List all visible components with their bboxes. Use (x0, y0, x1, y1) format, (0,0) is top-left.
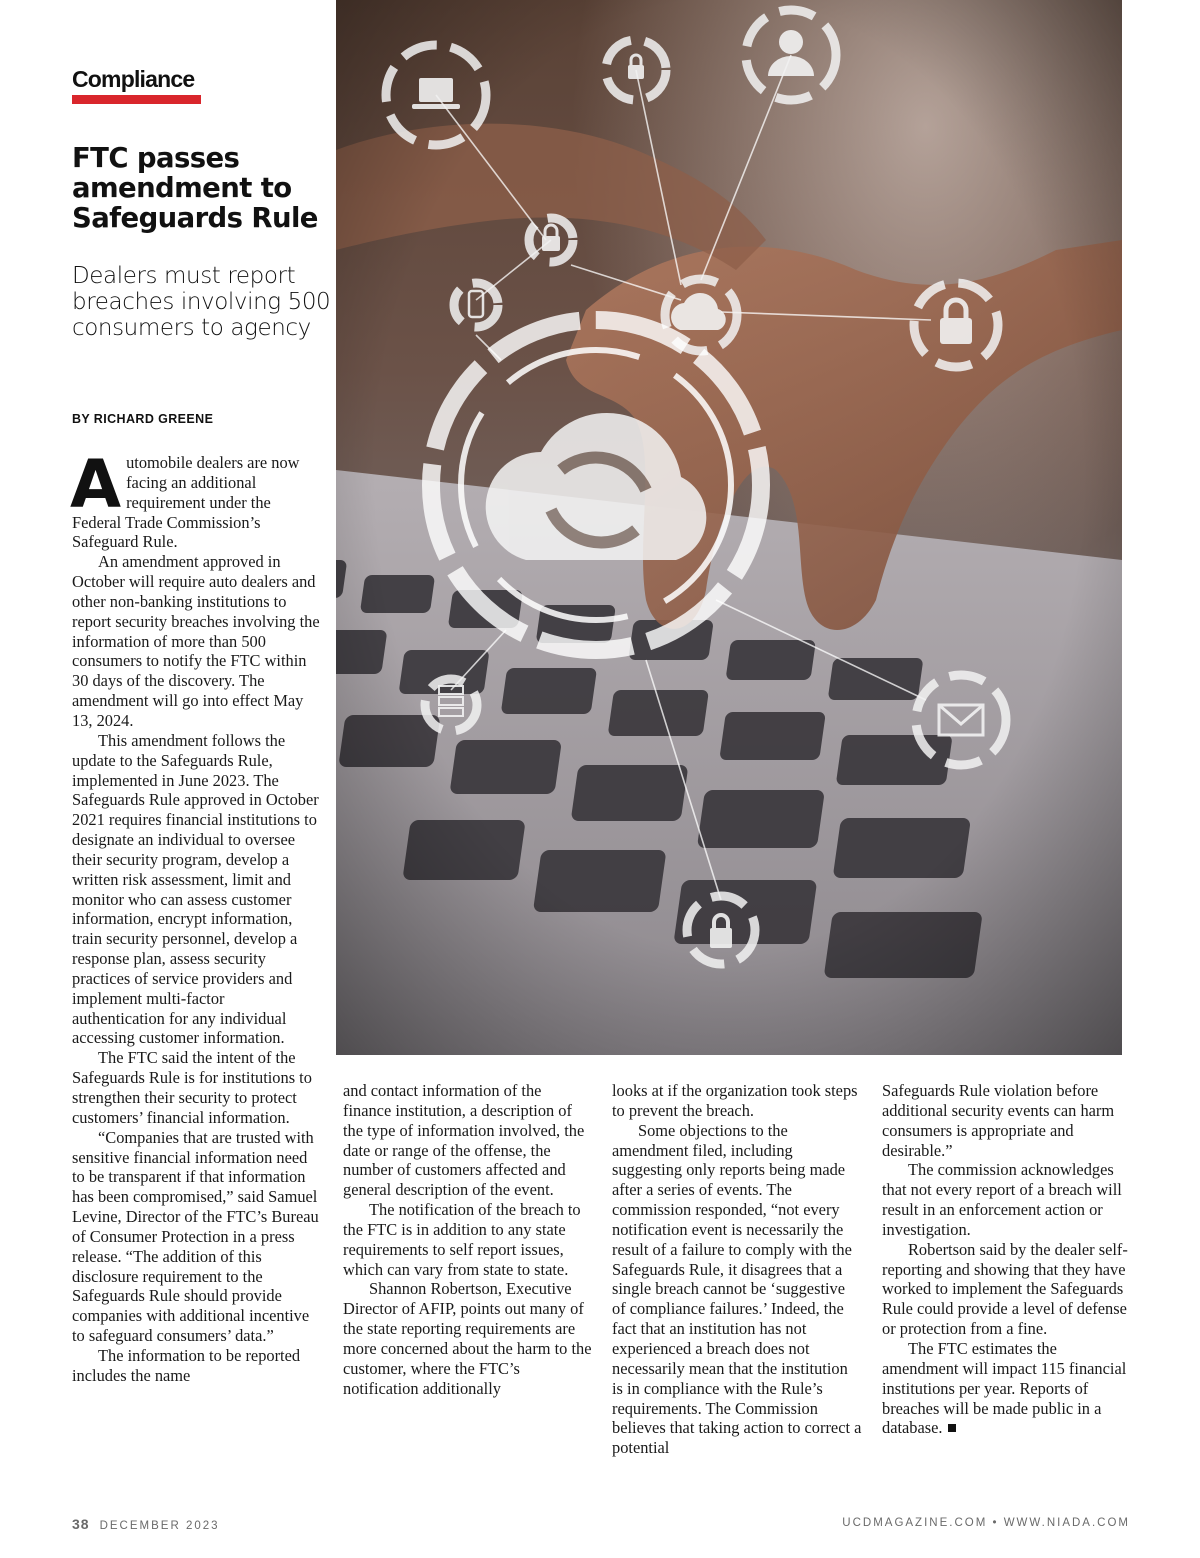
paragraph: looks at if the organization took steps to prevent the breach. (612, 1081, 858, 1120)
body-column-4 (882, 1081, 1132, 1438)
footer-left (72, 1516, 220, 1532)
page-number: 38 (72, 1516, 90, 1532)
paragraph: and contact information of the finance institution, a description of the type of information involved, the date or range of the offense, the number of customers affected and general description of the event. (343, 1081, 585, 1200)
paragraph: This amendment follows the update to the Safeguards Rule, implemented in June 2023. The Safeguards Rule approved in October 2021 requires financial institutions to designate an individual to oversee their security program, develop a written risk assessment, limit and monitor who can assess customer information, encrypt information, train security personnel, develop a response plan, assess security practices of service providers and implement multi-factor authentication for any individual accessing customer information. (72, 730, 319, 1048)
paragraph: The commission acknowledges that not every report of a breach will result in an enforcement action or investigation. (882, 1160, 1122, 1239)
paragraph: Shannon Robertson, Executive Director of AFIP, points out many of the state reporting requirements are more concerned about the harm to the customer, where the FTC’s notification additionally (343, 1279, 592, 1398)
paragraph: An amendment approved in October will require auto dealers and other non-banking institutions to report security breaches involving the information of more than 500 consumers to notify the FTC within 30 days of the discovery. The amendment will go into effect May 13, 2024. (72, 552, 320, 730)
section-label: Compliance (72, 66, 195, 92)
end-mark (948, 1424, 956, 1432)
paragraph: The notification of the breach to the FTC is in addition to any state requirements to self report issues, which can vary from state to state. (343, 1200, 581, 1279)
paragraph: Some objections to the amendment filed, including suggesting only reports being made after a series of events. The commission responded, “not every notification event is necessarily the result of a failure to comply with the Safeguards Rule, it disagrees that a single breach cannot be ‘suggestive of compliance failures.’ Indeed, the fact that an institution has not experienced a breach does not necessarily mean that the institution is in compliance with the Rule’s requirements. The Commission believes that taking action to correct a potential (612, 1120, 862, 1458)
section-accent-bar (72, 95, 201, 104)
byline: BY RICHARD GREENE (72, 412, 214, 426)
drop-cap: A (70, 446, 122, 523)
paragraph: The information to be reported includes the name (72, 1345, 301, 1385)
paragraph: The FTC said the intent of the Safeguards Rule is for institutions to strengthen their security to protect customers’ financial information. (72, 1048, 312, 1127)
body-column-3 (612, 1081, 862, 1458)
paragraph: The FTC estimates the amendment will impact 115 financial institutions per year. Reports of breaches will be made public in a database. (882, 1338, 1127, 1438)
subhead: Dealers must report breaches involving 500 consumers to agency (72, 263, 331, 341)
body-column-2 (343, 1081, 593, 1399)
paragraph: Safeguards Rule violation before additional security events can harm consumers is appropriate and desirable.” (882, 1081, 1115, 1160)
laptop-icon (412, 78, 460, 109)
body-column-1 (70, 446, 320, 1386)
headline: FTC passes amendment to Safeguards Rule (72, 142, 318, 234)
paragraph: “Companies that are trusted with sensitive financial information need to be transparent if that information has been compromised,” said Samuel Levine, Director of the FTC’s Bureau of Consumer Protection in a press release. “The addition of this disclosure requirement to the Safeguards Rule should provide companies with additional incentive to safeguard consumers’ data.” (72, 1127, 319, 1346)
paragraph: utomobile dealers are now facing an additional requirement under the Federal Trade Commission’s Safeguard Rule. (72, 453, 300, 552)
hero-image (336, 0, 1122, 1055)
paragraph: Robertson said by the dealer self-reporting and showing that they have worked to implement the Safeguards Rule could provide a level of defense or protection from a fine. (882, 1239, 1128, 1339)
issue-date: DECEMBER 2023 (99, 1520, 220, 1532)
footer-sites: UCDMAGAZINE.COM • WWW.NIADA.COM (842, 1517, 1130, 1529)
